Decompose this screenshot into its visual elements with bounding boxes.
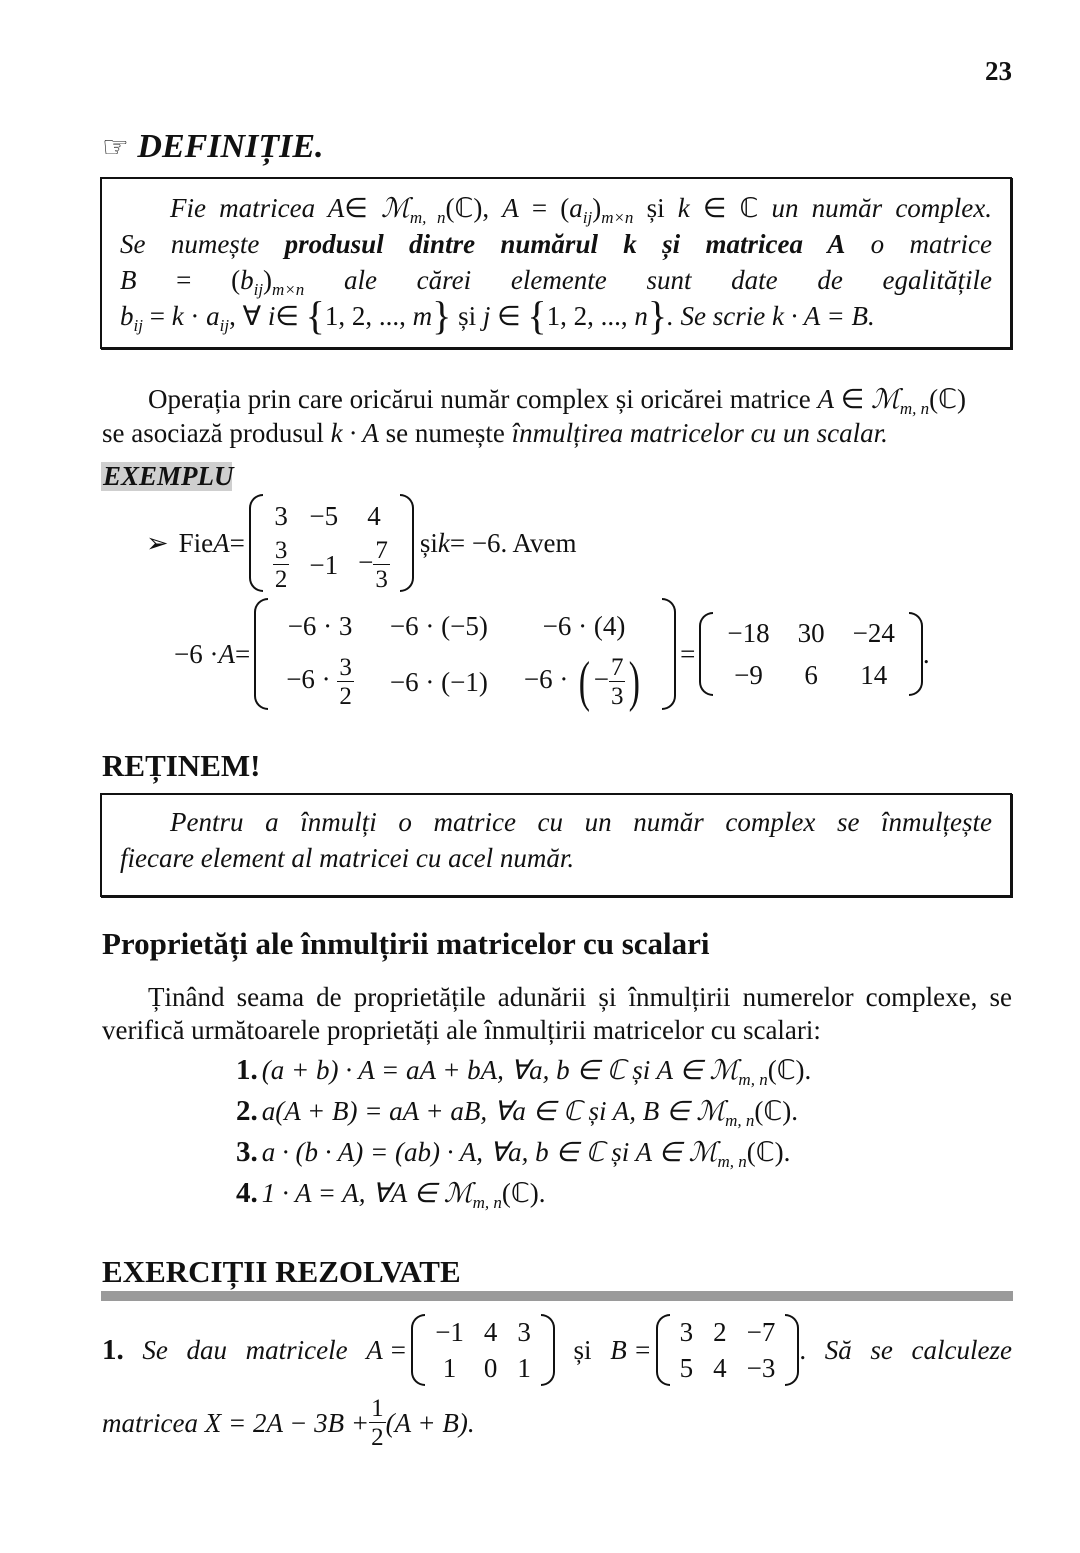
matrix-grid [268, 598, 662, 713]
matrix-row [263, 494, 400, 538]
text: m, n [899, 399, 930, 418]
text: , ∀ [229, 301, 268, 331]
example-line-1 [146, 494, 577, 592]
cell-prefix: −6 · [286, 664, 338, 695]
text: m [412, 301, 433, 331]
matrix-cell: 14 [860, 659, 888, 690]
matrix-A [411, 1314, 555, 1386]
text: Fie matricea [170, 193, 328, 223]
text: a [206, 301, 220, 331]
retinem-line-2: fiecare element al matricei cu acel număr. [120, 843, 575, 873]
open-paren: ( [578, 651, 591, 713]
fraction [369, 1396, 386, 1450]
property-tail: (ℂ). [754, 1096, 799, 1126]
matrix-B [656, 1314, 800, 1386]
matrix-cell: −6 · 3 [287, 610, 353, 641]
property-formula: a(A + B) = aA + aB, ∀a ∈ ℂ și A, B ∈ ℳ [261, 1096, 726, 1126]
matrix-cell: −6 · (−5) [389, 610, 488, 641]
definition-line-4 [120, 293, 992, 338]
text: egalitățile [882, 265, 993, 295]
text: elemente [510, 265, 607, 295]
text: −6 · [174, 638, 219, 669]
cell-prefix: −6 · [523, 664, 576, 695]
text: număr [633, 807, 704, 837]
text: } [432, 293, 452, 338]
left-parenthesis [254, 598, 268, 710]
text: { [305, 293, 325, 338]
right-parenthesis [400, 494, 414, 592]
text: se [870, 1334, 893, 1365]
right-parenthesis [541, 1314, 555, 1386]
text: cărei [416, 265, 472, 295]
intro-line-2: verifică următoarele proprietăți ale înmulțirii matricelor cu scalari: [102, 1015, 821, 1045]
numerator: 1 [371, 1395, 384, 1422]
property-number: 4. [236, 1177, 258, 1209]
retinem-box [100, 793, 1012, 897]
text: A [213, 527, 230, 558]
matrix-row [713, 612, 908, 654]
bold-term: produsul dintre numărul k și matricea A [284, 229, 846, 259]
text: matricea X = 2A − 3B + [102, 1407, 370, 1438]
text: . Se scrie k · A = B. [667, 301, 875, 331]
denominator: 2 [339, 683, 352, 710]
text: cu [537, 807, 564, 837]
matrix-result [699, 612, 922, 696]
matrix-cell [263, 538, 300, 592]
term: înmulțirea matricelor cu un scalar. [511, 418, 888, 448]
matrix-cell: −18 [727, 617, 770, 648]
left-parenthesis [699, 612, 713, 696]
matrix-row [263, 538, 400, 592]
text: = [229, 527, 245, 558]
definition-box [100, 177, 1012, 349]
paragraph-line-1 [148, 384, 1012, 418]
text: ij [219, 316, 230, 335]
text: se numește [378, 418, 512, 448]
text: ℳ [380, 193, 410, 223]
page-number: 23 [985, 56, 1012, 86]
matrix-cell [348, 538, 400, 592]
property-subscript: m, n [472, 1193, 502, 1212]
exercises-heading: EXERCIȚII REZOLVATE [102, 1254, 461, 1289]
right-parenthesis [909, 612, 923, 696]
matrix-grid [670, 1314, 786, 1386]
property-subscript: m, n [725, 1111, 755, 1130]
text: = [234, 638, 251, 669]
matrix-cell: 6 [804, 659, 818, 690]
text: și [573, 1334, 592, 1365]
definition-line-1 [170, 193, 993, 227]
matrix-cell: 4 [483, 1316, 498, 1347]
text: A [502, 193, 519, 223]
text: Să [824, 1334, 852, 1365]
cell-prefix: − [358, 547, 374, 578]
matrix-row [713, 654, 908, 696]
right-parenthesis [785, 1314, 799, 1386]
property-tail: (ℂ). [501, 1178, 546, 1208]
cell-sign: − [593, 664, 609, 695]
matrix-A [249, 494, 414, 592]
text: calculeze [911, 1334, 1012, 1365]
text: j [482, 301, 491, 331]
text: k [437, 527, 450, 558]
left-parenthesis [249, 494, 263, 592]
property-item [236, 1095, 811, 1136]
text: A [218, 638, 235, 669]
property-item [236, 1054, 811, 1095]
text: ale [343, 265, 377, 295]
fraction [609, 655, 626, 709]
matrix-row [670, 1350, 786, 1386]
text: și [419, 527, 438, 558]
property-tail: (ℂ). [746, 1137, 791, 1167]
matrix-cell: 2 [713, 1316, 727, 1347]
properties-heading: Proprietăți ale înmulțirii matricelor cu scalari [102, 926, 710, 961]
retinem-heading: REȚINEM! [102, 748, 261, 783]
matrix-cell: 3 [679, 1316, 694, 1347]
text: de [817, 265, 843, 295]
intro-line-1: Ținând seama de proprietățile adunării și înmulțirii numerelor complexe, se [148, 982, 1012, 1012]
property-number: 1. [236, 1054, 258, 1086]
example-line-2 [174, 598, 930, 713]
text: ∈ [833, 384, 871, 414]
text: (ℂ) [929, 384, 966, 414]
example-label: EXEMPLU [103, 461, 234, 491]
text: ∈ ℂ [689, 193, 772, 223]
exercise-1-line-2 [102, 1396, 475, 1450]
matrix-cell: 1 [517, 1352, 531, 1383]
text: 1, 2, ..., [546, 301, 635, 331]
text: b [120, 301, 134, 331]
text: a [569, 193, 583, 223]
text: A [817, 384, 834, 414]
heading-underline-bar [101, 1291, 1013, 1301]
numerator: 3 [339, 654, 352, 681]
matrix-row [425, 1350, 541, 1386]
text: ij [133, 316, 143, 335]
text: . [799, 1334, 807, 1365]
text: = −6. Avem [449, 527, 577, 558]
definition-title: DEFINIȚIE. [137, 128, 324, 165]
properties-list [236, 1054, 811, 1218]
text: A [327, 193, 345, 223]
definition-heading [102, 128, 324, 166]
property-formula: a · (b · A) = (ab) · A, ∀a, b ∈ ℂ și A ∈ ℳ [261, 1137, 718, 1167]
matrix-grid [713, 612, 908, 696]
text: o matrice [870, 229, 992, 259]
text: date [731, 265, 778, 295]
numerator: 3 [274, 537, 288, 564]
numerator: 7 [375, 537, 388, 564]
text: m×n [272, 280, 305, 299]
text: matrice [433, 807, 516, 837]
text: matricele [245, 1334, 348, 1365]
matrix-cell: −7 [746, 1316, 776, 1347]
property-subscript: m, n [717, 1152, 747, 1171]
matrix-cell: 0 [483, 1352, 498, 1383]
text: o [398, 807, 412, 837]
matrix-cell: 4 [367, 500, 381, 531]
matrix-cell: −6 · (−1) [389, 666, 488, 697]
property-number: 3. [236, 1136, 258, 1168]
text: k [171, 301, 184, 331]
text: sunt [646, 265, 692, 295]
property-formula: 1 · A = A, ∀A ∈ ℳ [261, 1178, 473, 1208]
matrix-cell: −3 [746, 1352, 776, 1383]
matrix-cell: 3 [517, 1316, 531, 1347]
text: înmulți [300, 807, 377, 837]
right-parenthesis [662, 598, 676, 710]
denominator: 2 [274, 566, 288, 593]
matrix-cell [268, 654, 372, 710]
text: = [142, 301, 172, 331]
text: complex [725, 807, 816, 837]
property-item [236, 1136, 811, 1177]
retinem-line-1 [170, 807, 992, 838]
text: . [922, 638, 930, 669]
matrix-grid [263, 494, 400, 592]
pointing-hand-icon: ☞ [102, 131, 129, 164]
property-item [236, 1177, 811, 1218]
text: și [451, 301, 483, 331]
matrix-row [268, 598, 662, 654]
matrix-cell: −1 [435, 1316, 464, 1347]
matrix-cell: 3 [274, 500, 288, 531]
exercise-1 [102, 1310, 1012, 1390]
matrix-row [670, 1314, 786, 1350]
matrix-row [268, 654, 662, 710]
denominator: 3 [610, 683, 624, 710]
property-number: 2. [236, 1095, 258, 1127]
matrix-cell: −6 · (4) [542, 610, 626, 641]
text: = [680, 638, 696, 669]
matrix-cell: 4 [713, 1352, 727, 1383]
text: ∈ [344, 193, 381, 223]
matrix-cell: 1 [442, 1352, 457, 1383]
text: { [527, 293, 547, 338]
text: și [633, 193, 678, 223]
matrix-cell: −1 [309, 549, 339, 580]
left-parenthesis [411, 1314, 425, 1386]
fraction [337, 655, 354, 709]
matrix-cell: 5 [679, 1352, 694, 1383]
text: B = [610, 1334, 652, 1365]
numerator: 7 [610, 654, 624, 681]
left-parenthesis [656, 1314, 670, 1386]
text: un număr complex. [771, 193, 993, 223]
property-formula: (a + b) · A = aA + bA, ∀a, b ∈ ℂ și A ∈ ℳ [261, 1055, 739, 1085]
property-subscript: m, n [738, 1070, 768, 1089]
text: Fie [178, 527, 214, 558]
matrix-cell: −5 [309, 500, 339, 531]
text: dau [186, 1334, 227, 1365]
close-paren: ) [629, 651, 641, 713]
matrix-row [425, 1314, 541, 1350]
text: ℳ [870, 384, 900, 414]
text: Se numește [120, 229, 285, 259]
text: m×n [601, 208, 634, 227]
definition-line-3 [120, 265, 993, 299]
text: k [677, 193, 690, 223]
text: se asociază produsul [102, 418, 331, 448]
text: (A + B). [385, 1407, 475, 1438]
text: ) [263, 265, 273, 295]
text: ij [582, 208, 593, 227]
text: ) [592, 193, 602, 223]
fraction [373, 538, 390, 592]
matrix-cell: −9 [734, 659, 763, 690]
fraction [273, 538, 290, 592]
matrix-grid [425, 1314, 541, 1386]
text: i [267, 301, 276, 331]
text: un [584, 807, 612, 837]
text: 1, 2, ..., [324, 301, 413, 331]
denominator: 3 [375, 566, 388, 593]
text: B [120, 265, 137, 295]
text: A = [366, 1334, 408, 1365]
text: ij [253, 280, 264, 299]
bullet-arrow-icon: ➢ [146, 527, 169, 558]
text: b [240, 265, 254, 295]
matrix-steps [254, 598, 676, 713]
text: = ( [518, 193, 570, 223]
text: (ℂ), [445, 193, 503, 223]
paragraph-line-2 [102, 418, 1012, 449]
text: înmulțește [881, 807, 993, 837]
property-tail: (ℂ). [767, 1055, 812, 1085]
text: } [647, 293, 668, 338]
matrix-cell: 30 [797, 617, 825, 648]
matrix-cell: −24 [852, 617, 895, 648]
denominator: 2 [371, 1424, 384, 1451]
text: a [265, 807, 279, 837]
text: Se [142, 1334, 168, 1365]
text: k · A [330, 418, 379, 448]
text: n [634, 301, 648, 331]
text: ∈ [275, 301, 306, 331]
text: = ( [136, 265, 241, 295]
text: · [183, 301, 207, 331]
text: Pentru [170, 807, 244, 837]
exercise-number: 1. [102, 1333, 124, 1366]
text: se [836, 807, 860, 837]
definition-line-2 [120, 229, 992, 260]
text: Operația prin care oricărui număr complex și oricărei matrice [148, 384, 818, 414]
matrix-cell [506, 651, 662, 713]
text: ∈ [490, 301, 528, 331]
text: m, n [409, 208, 446, 227]
